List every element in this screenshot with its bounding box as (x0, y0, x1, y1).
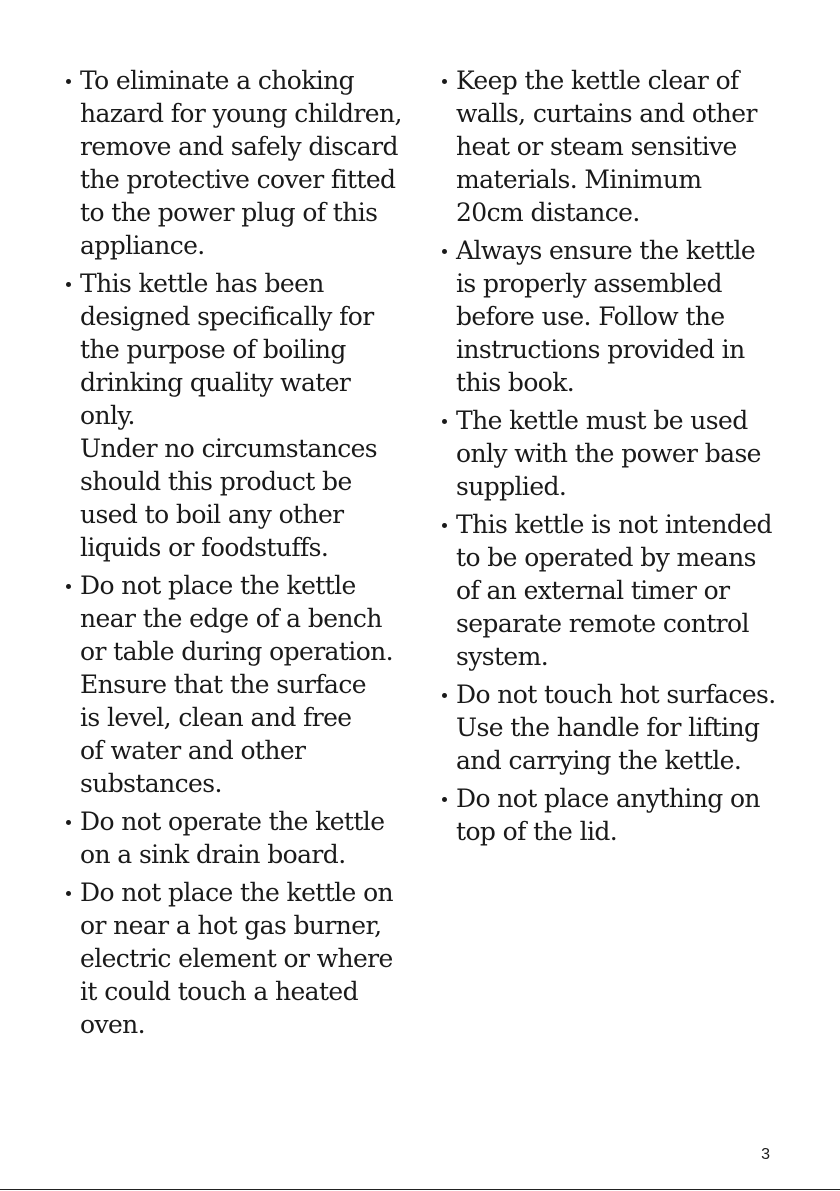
safety-item-lid (432, 782, 832, 848)
safety-item-assembly (432, 234, 832, 399)
safety-item-clearance (432, 64, 832, 229)
item-line: Do not place the kettle on (80, 878, 394, 907)
page-number: 3 (761, 1146, 770, 1163)
item-line: used to boil any other (80, 500, 344, 529)
bullet-icon (66, 891, 71, 896)
item-line: Use the handle for lifting (456, 713, 760, 742)
item-line: to the power plug of this (80, 198, 378, 227)
bullet-icon (442, 797, 447, 802)
bullet-icon (442, 79, 447, 84)
item-line: appliance. (80, 231, 205, 260)
safety-item-bench-edge (56, 569, 426, 800)
item-line: remove and safely discard (80, 132, 398, 161)
bullet-icon (66, 282, 71, 287)
right-column (432, 64, 832, 853)
item-line: To eliminate a choking (80, 66, 355, 95)
item-line: to be operated by means (456, 543, 756, 572)
bullet-icon (442, 419, 447, 424)
item-line: before use. Follow the (456, 302, 725, 331)
item-line: This kettle is not intended (456, 510, 772, 539)
item-line: Ensure that the surface (80, 670, 366, 699)
bullet-icon (442, 523, 447, 528)
item-line: separate remote control (456, 609, 749, 638)
item-line: it could touch a heated (80, 977, 359, 1006)
safety-item-intended-use (56, 267, 426, 564)
item-line: only with the power base (456, 439, 761, 468)
item-line: hazard for young children, (80, 99, 402, 128)
bullet-icon (66, 820, 71, 825)
bullet-icon (66, 584, 71, 589)
item-line: Do not place the kettle (80, 571, 356, 600)
safety-item-sink-drain (56, 805, 426, 871)
item-line: system. (456, 642, 549, 671)
item-line: electric element or where (80, 944, 393, 973)
item-line: Keep the kettle clear of (456, 66, 739, 95)
item-line: The kettle must be used (456, 406, 748, 435)
item-line: heat or steam sensitive (456, 132, 737, 161)
item-line: walls, curtains and other (456, 99, 757, 128)
bullet-icon (442, 693, 447, 698)
item-line: on a sink drain board. (80, 840, 346, 869)
item-line: substances. (80, 769, 222, 798)
item-line: the protective cover fitted (80, 165, 396, 194)
item-line: is properly assembled (456, 269, 722, 298)
bottom-rule (0, 1189, 840, 1190)
item-line: top of the lid. (456, 817, 618, 846)
item-line: near the edge of a bench (80, 604, 382, 633)
item-line: Do not operate the kettle (80, 807, 385, 836)
item-line: of water and other (80, 736, 306, 765)
item-line: Do not touch hot surfaces. (456, 680, 776, 709)
safety-item-power-base (432, 404, 832, 503)
safety-item-gas-burner (56, 876, 426, 1041)
item-line: designed specifically for (80, 302, 374, 331)
item-line: or table during operation. (80, 637, 393, 666)
bullet-icon (442, 249, 447, 254)
safety-item-choking-hazard (56, 64, 426, 262)
item-line: supplied. (456, 472, 567, 501)
item-line: Under no circumstances (80, 434, 378, 463)
item-line: drinking quality water (80, 368, 351, 397)
bullet-icon (66, 79, 71, 84)
safety-item-hot-surfaces (432, 678, 832, 777)
item-line: oven. (80, 1010, 146, 1039)
item-line: liquids or foodstuffs. (80, 533, 329, 562)
item-line: materials. Minimum (456, 165, 702, 194)
item-line: Do not place anything on (456, 784, 760, 813)
item-line: 20cm distance. (456, 198, 640, 227)
item-line: and carrying the kettle. (456, 746, 742, 775)
item-line: is level, clean and free (80, 703, 352, 732)
item-line: this book. (456, 368, 575, 397)
item-line: should this product be (80, 467, 352, 496)
item-line: of an external timer or (456, 576, 730, 605)
item-line: or near a hot gas burner, (80, 911, 382, 940)
item-line: instructions provided in (456, 335, 745, 364)
item-line: the purpose of boiling (80, 335, 346, 364)
item-line: This kettle has been (80, 269, 324, 298)
item-line: Always ensure the kettle (456, 236, 756, 265)
item-line: only. (80, 401, 135, 430)
safety-item-external-timer (432, 508, 832, 673)
left-column (56, 64, 426, 1046)
